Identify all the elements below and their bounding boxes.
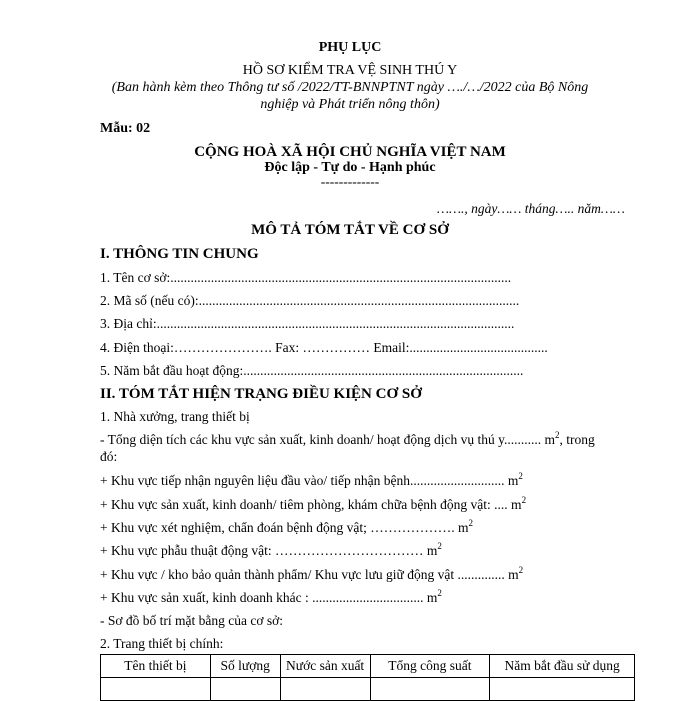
table-cell[interactable] bbox=[280, 678, 370, 701]
table-header-row bbox=[101, 655, 635, 678]
issued-note-line2: nghiệp và Phát triển nông thôn) bbox=[260, 97, 440, 112]
area-item: + Khu vực phẫu thuật động vật: …………………………… $m^2$ bbox=[100, 541, 442, 558]
subsection-facilities: 1. Nhà xưởng, trang thiết bị bbox=[100, 409, 250, 424]
section-1-heading: I. THÔNG TIN CHUNG bbox=[100, 246, 259, 262]
equipment-table bbox=[100, 654, 635, 701]
area-item: + Khu vực sản xuất, kinh doanh khác : ................................. $m^2$ bbox=[100, 588, 442, 605]
layout-diagram-line: - Sơ đồ bố trí mặt bằng của cơ sở: bbox=[100, 613, 284, 628]
form-number: Mẫu: 02 bbox=[100, 121, 151, 136]
total-area-text: - Tổng diện tích các khu vực sản xuất, kinh doanh/ hoạt động dịch vụ thú y........... m bbox=[100, 432, 555, 447]
table-cell[interactable] bbox=[490, 678, 635, 701]
field-facility-name: 1. Tên cơ sở:..................................................................................................... bbox=[100, 270, 512, 285]
country-name: CỘNG HOÀ XÃ HỘI CHỦ NGHĨA VIỆT NAM bbox=[194, 144, 506, 160]
col-header-country: Nước sản xuất bbox=[280, 655, 370, 678]
area-item: + Khu vực tiếp nhận nguyên liệu đầu vào/ tiếp nhận bệnh............................ $m^2$ bbox=[100, 471, 523, 488]
col-header-start-year: Năm bắt đầu sử dụng bbox=[490, 655, 635, 678]
issued-note-line1: (Ban hành kèm theo Thông tư số /2022/TT-BNNPTNT ngày …./…/2022 của Bộ Nông bbox=[111, 80, 589, 95]
document-title: MÔ TẢ TÓM TẮT VỀ CƠ SỞ bbox=[251, 222, 449, 238]
date-line: ……., ngày…… tháng….. năm…… bbox=[437, 201, 625, 216]
col-header-quantity: Số lượng bbox=[210, 655, 280, 678]
table-cell[interactable] bbox=[210, 678, 280, 701]
section-2-heading: II. TÓM TẮT HIỆN TRẠNG ĐIỀU KIỆN CƠ SỞ bbox=[100, 386, 422, 402]
subsection-equipment: 2. Trang thiết bị chính: bbox=[100, 636, 224, 651]
field-contact: 4. Điện thoại:…………………. Fax: …………… Email:......................................... bbox=[100, 340, 548, 355]
area-item: + Khu vực xét nghiệm, chẩn đoán bệnh động vật; ………………. $m^2$ bbox=[100, 518, 473, 535]
field-start-year: 5. Năm bắt đầu hoạt động:................................................................................... bbox=[100, 363, 524, 378]
unit-superscript: 2 bbox=[555, 430, 560, 440]
field-address: 3. Địa chỉ:.......................................................................................................... bbox=[100, 316, 515, 331]
table-cell[interactable] bbox=[370, 678, 490, 701]
area-item: + Khu vực / kho bảo quản thành phẩm/ Khu vực lưu giữ động vật .............. $m^2$ bbox=[100, 565, 524, 582]
col-header-capacity: Tổng công suất bbox=[370, 655, 490, 678]
field-code: 2. Mã số (nếu có):............................................................................................... bbox=[100, 293, 520, 308]
national-motto: Độc lập - Tự do - Hạnh phúc bbox=[264, 160, 436, 175]
col-header-equipment-name: Tên thiết bị bbox=[101, 655, 211, 678]
table-row bbox=[101, 678, 635, 701]
total-area-line bbox=[100, 432, 595, 448]
area-item: + Khu vực sản xuất, kinh doanh/ tiêm phòng, khám chữa bệnh động vật: .... $m^2$ bbox=[100, 495, 527, 512]
total-area-continuation: đó: bbox=[100, 449, 118, 464]
table-cell[interactable] bbox=[101, 678, 211, 701]
total-area-suffix: , trong bbox=[559, 432, 595, 447]
motto-divider: ------------- bbox=[320, 174, 380, 189]
dossier-title: HỒ SƠ KIỂM TRA VỆ SINH THÚ Y bbox=[242, 63, 458, 78]
appendix-title: PHỤ LỤC bbox=[318, 40, 382, 55]
